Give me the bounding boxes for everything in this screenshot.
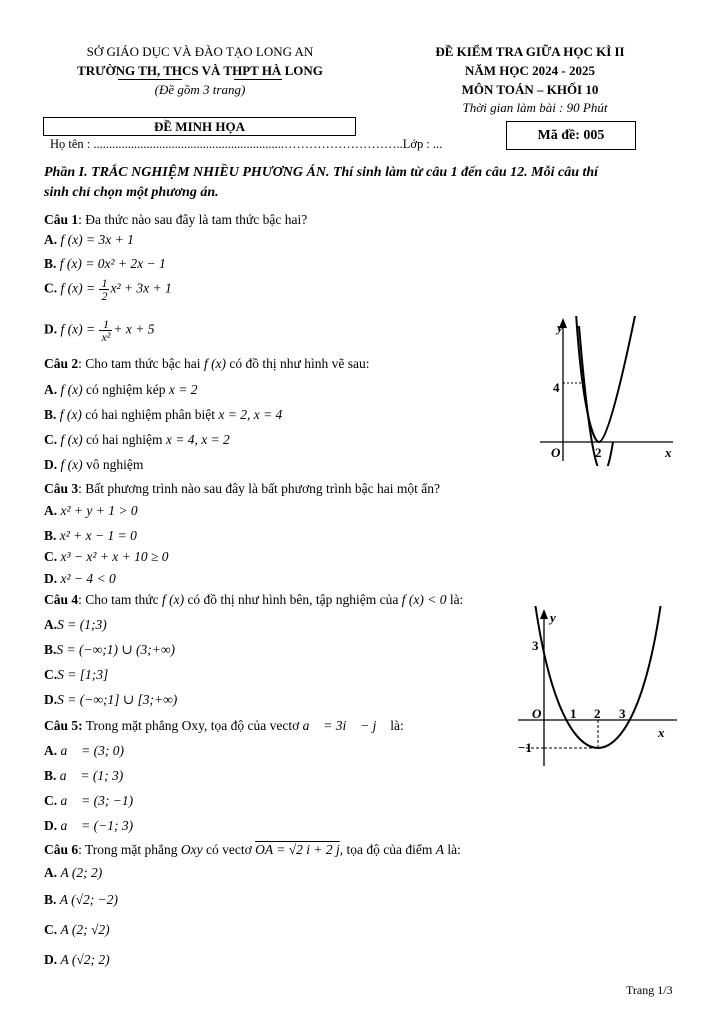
q2-option-c: [44, 432, 230, 448]
graph-q4: [512, 606, 682, 772]
option-label: A.: [44, 503, 58, 518]
function-symbol: f (x): [203, 356, 227, 371]
option-label: B.: [44, 892, 57, 907]
school-underline-2: [234, 79, 282, 80]
q6-option-d: [44, 952, 110, 968]
option-text: x² − 4 < 0: [60, 571, 116, 586]
option-text-post: x² + 3x + 1: [110, 280, 172, 296]
option-text: a⃗ = (1; 3): [59, 768, 124, 783]
q1-option-d: [44, 318, 155, 343]
x-tick-2: 2: [594, 706, 601, 721]
option-label: A.: [44, 617, 58, 632]
option-text: có nghiệm kép: [85, 382, 166, 397]
school-underline: [118, 79, 182, 80]
question-text: : Cho tam thức bậc hai: [78, 356, 201, 371]
option-math: x = 2, x = 4: [218, 407, 283, 422]
function-symbol: f (x): [161, 592, 185, 607]
fraction-num: 1: [99, 318, 112, 331]
option-text-pre: f (x) =: [60, 321, 99, 337]
option-text-pre: f (x) =: [60, 280, 99, 296]
q1-option-b: [44, 256, 166, 272]
option-text: S = (−∞;1] ∪ [3;+∞): [57, 692, 178, 707]
option-label: A.: [44, 743, 58, 758]
option-text: S = (1;3): [57, 617, 107, 632]
question-text: : Bất phương trình nào sau đây là bất phương trình bậc hai một ẩn?: [78, 481, 440, 496]
point-name: A: [435, 842, 445, 857]
question-label: Câu 3: [44, 481, 79, 496]
question-label: Câu 4: [44, 592, 79, 607]
option-text: a⃗ = (3; 0): [60, 743, 124, 758]
plane-name: Oxy: [180, 842, 203, 857]
fraction-den: 2: [101, 289, 108, 303]
option-label: C.: [44, 922, 58, 937]
q2-option-a: [44, 382, 197, 398]
q4-option-b: [44, 642, 175, 658]
q6-option-c: [44, 922, 110, 938]
q6-option-b: [44, 892, 118, 908]
q1-option-c: [44, 277, 172, 302]
q5-option-b: [44, 768, 123, 784]
question-text-mid: có vectơ: [206, 842, 252, 857]
q5-option-d: [44, 818, 133, 834]
question-label: Câu 5:: [44, 718, 83, 733]
y-tick-label: 4: [553, 380, 560, 395]
option-text: a⃗ = (3; −1): [60, 793, 134, 808]
option-label: B.: [44, 768, 57, 783]
page-count-note: (Đề gồm 3 trang): [154, 82, 246, 97]
q2-option-d: [44, 457, 143, 473]
question-2: [44, 356, 369, 372]
option-math: x = 4, x = 2: [165, 432, 230, 447]
fraction-num: 1: [101, 276, 108, 290]
option-text: x² + y + 1 > 0: [60, 503, 138, 518]
question-label: Câu 6: [44, 842, 79, 857]
option-text: x² + x − 1 = 0: [59, 528, 137, 543]
fraction: [99, 277, 109, 302]
q5-option-a: [44, 743, 124, 759]
y-axis-arrow: [540, 609, 548, 619]
page-number: Trang 1/3: [626, 983, 673, 997]
q3-option-a: [44, 503, 138, 519]
exam-title: ĐỀ KIỂM TRA GIỮA HỌC KÌ II: [435, 44, 625, 59]
q1-option-a: [44, 232, 134, 248]
school-year: NĂM HỌC 2024 - 2025: [465, 63, 595, 78]
x-label: x: [658, 725, 665, 740]
fraction-den: x²: [101, 330, 111, 344]
dept-name: SỞ GIÁO DỤC VÀ ĐÀO TẠO LONG AN: [86, 44, 314, 59]
section-title-line2: sinh chỉ chọn một phương án.: [44, 185, 219, 200]
vector-expression: a⃗ = 3i⃗ − j⃗: [302, 718, 387, 733]
option-label: A.: [44, 382, 58, 397]
option-label: C.: [44, 549, 58, 564]
fraction: [99, 318, 112, 343]
y-label: y: [550, 610, 556, 625]
x-tick-1: 1: [570, 706, 577, 721]
option-text: A (2; √2): [60, 922, 110, 937]
option-label: B.: [44, 528, 57, 543]
option-label: C.: [44, 432, 58, 447]
option-label: B.: [44, 642, 57, 657]
x-label: x: [665, 445, 672, 460]
question-text: : Trong mặt phẳng: [78, 842, 178, 857]
question-text: Trong mặt phẳng Oxy, tọa độ của vectơ: [85, 718, 300, 733]
y-label: y: [557, 320, 563, 335]
option-label: D.: [44, 818, 58, 833]
option-text: A (√2; 2): [60, 952, 110, 967]
option-label: D.: [44, 952, 58, 967]
option-text: f (x) = 3x + 1: [60, 232, 134, 247]
x-tick-label: 2: [595, 445, 602, 460]
question-text-post: là:: [449, 592, 464, 607]
option-label: B.: [44, 256, 57, 271]
option-math: x = 2: [168, 382, 198, 397]
option-text: S = (−∞;1) ∪ (3;+∞): [56, 642, 176, 657]
question-text-post: , tọa độ của điểm: [339, 842, 433, 857]
origin-label: O: [532, 706, 542, 721]
question-label: Câu 2: [44, 356, 79, 371]
q6-option-a: [44, 865, 102, 881]
q5-option-c: [44, 793, 133, 809]
option-text-post: + x + 5: [113, 321, 155, 337]
x-tick-3: 3: [619, 706, 626, 721]
question-text-post: có đồ thị như hình vẽ sau:: [229, 356, 370, 371]
vector-expression: OA = √2 i + 2 j: [255, 842, 340, 857]
question-text: : Đa thức nào sau đây là tam thức bậc hai?: [78, 212, 308, 227]
function-symbol: f (x): [60, 382, 83, 397]
question-text: : Cho tam thức: [78, 592, 159, 607]
subject: MÔN TOÁN – KHỐI 10: [461, 82, 599, 97]
option-text: a⃗ = (−1; 3): [60, 818, 134, 833]
option-text: có hai nghiệm: [85, 432, 163, 447]
option-text: A (√2; −2): [59, 892, 119, 907]
y-tick-neg: −1: [518, 740, 532, 755]
option-label: B.: [44, 407, 57, 422]
q3-option-d: [44, 571, 116, 587]
option-text: f (x) = 0x² + 2x − 1: [59, 256, 166, 271]
question-label: Câu 1: [44, 212, 79, 227]
school-name: TRƯỜNG TH, THCS VÀ THPT HÀ LONG: [77, 63, 323, 78]
time-limit: Thời gian làm bài : 90 Phút: [462, 100, 608, 115]
option-label: A.: [44, 232, 58, 247]
graph-q2: [535, 316, 685, 466]
exam-code-box: [506, 121, 636, 150]
q4-option-a: [44, 617, 107, 633]
question-3: [44, 481, 440, 497]
option-label: D.: [44, 571, 58, 586]
q4-option-d: [44, 692, 177, 708]
function-symbol: f (x): [60, 457, 83, 472]
q4-option-c: [44, 667, 108, 683]
option-label: C.: [44, 667, 58, 682]
option-text: có hai nghiệm phân biệt: [85, 407, 215, 422]
option-text: x³ − x² + x + 10 ≥ 0: [60, 549, 169, 564]
question-4: [44, 592, 463, 608]
option-label: C.: [44, 793, 58, 808]
option-label: C.: [44, 280, 58, 296]
question-1: [44, 212, 307, 228]
option-label: A.: [44, 865, 58, 880]
q2-option-b: [44, 407, 282, 423]
name-class-line: Họ tên : .............................................................………………………..Lớp : ...: [50, 137, 443, 151]
section-title-line1: Phần I. TRẮC NGHIỆM NHIỀU PHƯƠNG ÁN. Thí sinh làm từ câu 1 đến câu 12. Mỗi câu thí: [44, 165, 599, 180]
question-text-end: là:: [447, 842, 461, 857]
exam-code: Mã đề: 005: [537, 128, 605, 143]
question-text-post: là:: [390, 718, 404, 733]
option-text: S = [1;3]: [57, 667, 109, 682]
question-text-mid: có đồ thị như hình bên, tập nghiệm của: [187, 592, 399, 607]
option-text: A (2; 2): [60, 865, 103, 880]
option-text: vô nghiệm: [85, 457, 144, 472]
sample-box: [43, 117, 356, 136]
function-symbol: f (x): [59, 407, 82, 422]
q3-option-b: [44, 528, 137, 544]
question-6: [44, 842, 461, 858]
sample-label: ĐỀ MINH HỌA: [154, 119, 245, 134]
option-label: D.: [44, 457, 58, 472]
q3-option-c: [44, 549, 169, 565]
function-symbol: f (x): [60, 432, 83, 447]
origin-label: O: [551, 445, 561, 460]
inequality: f (x) < 0: [401, 592, 447, 607]
option-label: D.: [44, 321, 58, 337]
option-label: D.: [44, 692, 58, 707]
question-5: [44, 718, 404, 734]
y-tick-pos: 3: [532, 638, 539, 653]
